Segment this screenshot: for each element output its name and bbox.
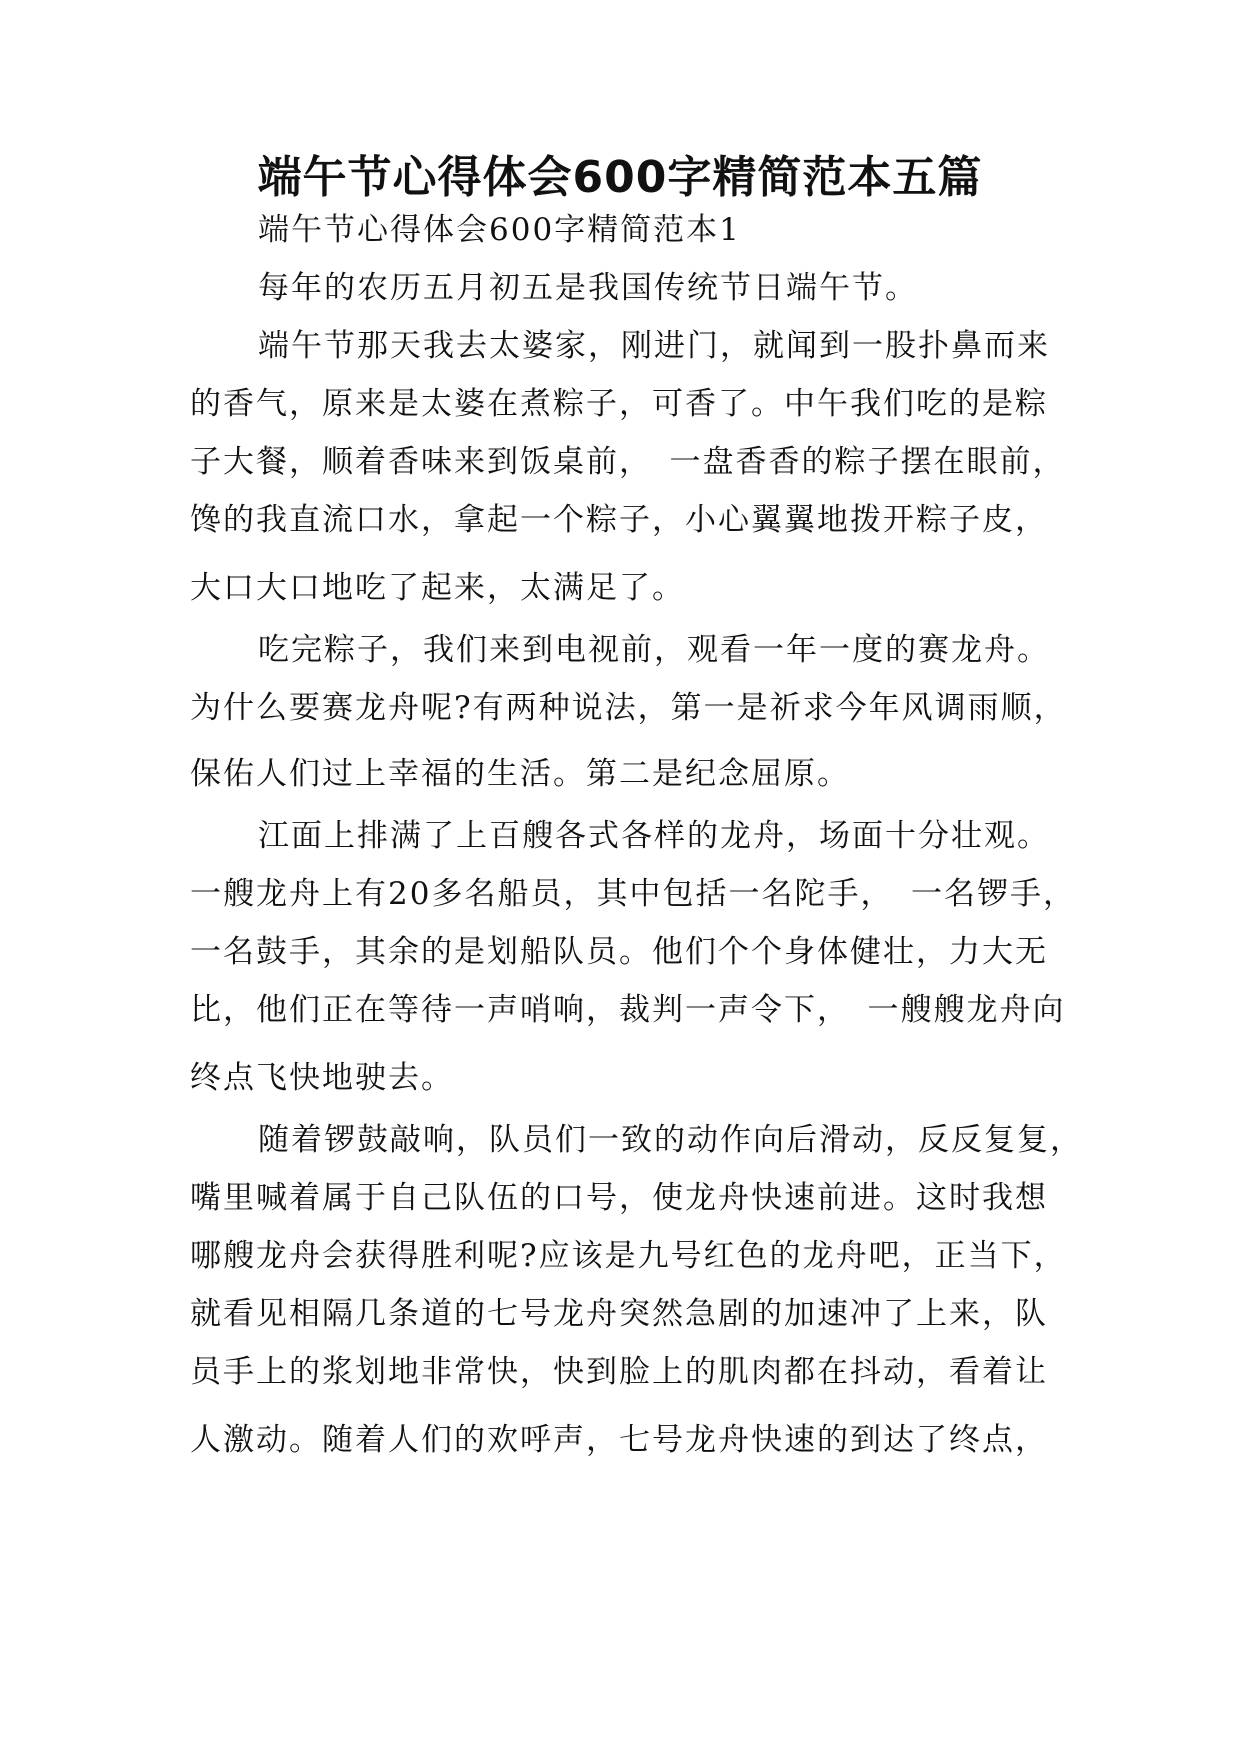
paragraph-line: 大口大口地吃了起来，太满足了。 <box>190 570 685 606</box>
paragraph-line: 保佑人们过上幸福的生活。第二是纪念屈原。 <box>190 756 850 792</box>
paragraph-line: 为什么要赛龙舟呢?有两种说法，第一是祈求今年风调雨顺， <box>190 690 1067 726</box>
paragraph-line: 随着锣鼓敲响，队员们一致的动作向后滑动，反反复复， <box>258 1122 1083 1158</box>
paragraph-line: 哪艘龙舟会获得胜利呢?应该是九号红色的龙舟吧，正当下， <box>190 1238 1067 1274</box>
paragraph-line: 子大餐，顺着香味来到饭桌前， 一盘香香的粽子摆在眼前， <box>190 444 1066 480</box>
paragraph-line: 吃完粽子，我们来到电视前，观看一年一度的赛龙舟。 <box>258 632 1050 668</box>
paragraph-line: 端午节那天我去太婆家，刚进门，就闻到一股扑鼻而来 <box>258 328 1050 364</box>
paragraph-line: 终点飞快地驶去。 <box>190 1060 454 1096</box>
section-heading: 端午节心得体会600字精简范本1 <box>258 212 741 248</box>
paragraph-line: 人激动。随着人们的欢呼声，七号龙舟快速的到达了终点， <box>190 1422 1048 1458</box>
paragraph-line: 的香气，原来是太婆在煮粽子，可香了。中午我们吃的是粽 <box>190 386 1048 422</box>
paragraph-line: 江面上排满了上百艘各式各样的龙舟，场面十分壮观。 <box>258 818 1050 854</box>
paragraph-line: 一名鼓手，其余的是划船队员。他们个个身体健壮，力大无 <box>190 934 1048 970</box>
paragraph-line: 比，他们正在等待一声哨响，裁判一声令下， 一艘艘龙舟向 <box>190 992 1066 1028</box>
document-title: 端午节心得体会600字精简范本五篇 <box>257 152 983 203</box>
paragraph-line: 每年的农历五月初五是我国传统节日端午节。 <box>258 270 918 306</box>
paragraph-line: 馋的我直流口水，拿起一个粽子，小心翼翼地拨开粽子皮， <box>190 502 1048 538</box>
paragraph-line: 一艘龙舟上有20多名船员，其中包括一名陀手， 一名锣手， <box>190 876 1076 912</box>
paragraph-line: 就看见相隔几条道的七号龙舟突然急剧的加速冲了上来，队 <box>190 1296 1048 1332</box>
paragraph-line: 员手上的浆划地非常快，快到脸上的肌肉都在抖动，看着让 <box>190 1354 1048 1390</box>
paragraph-line: 嘴里喊着属于自己队伍的口号，使龙舟快速前进。这时我想 <box>190 1180 1048 1216</box>
